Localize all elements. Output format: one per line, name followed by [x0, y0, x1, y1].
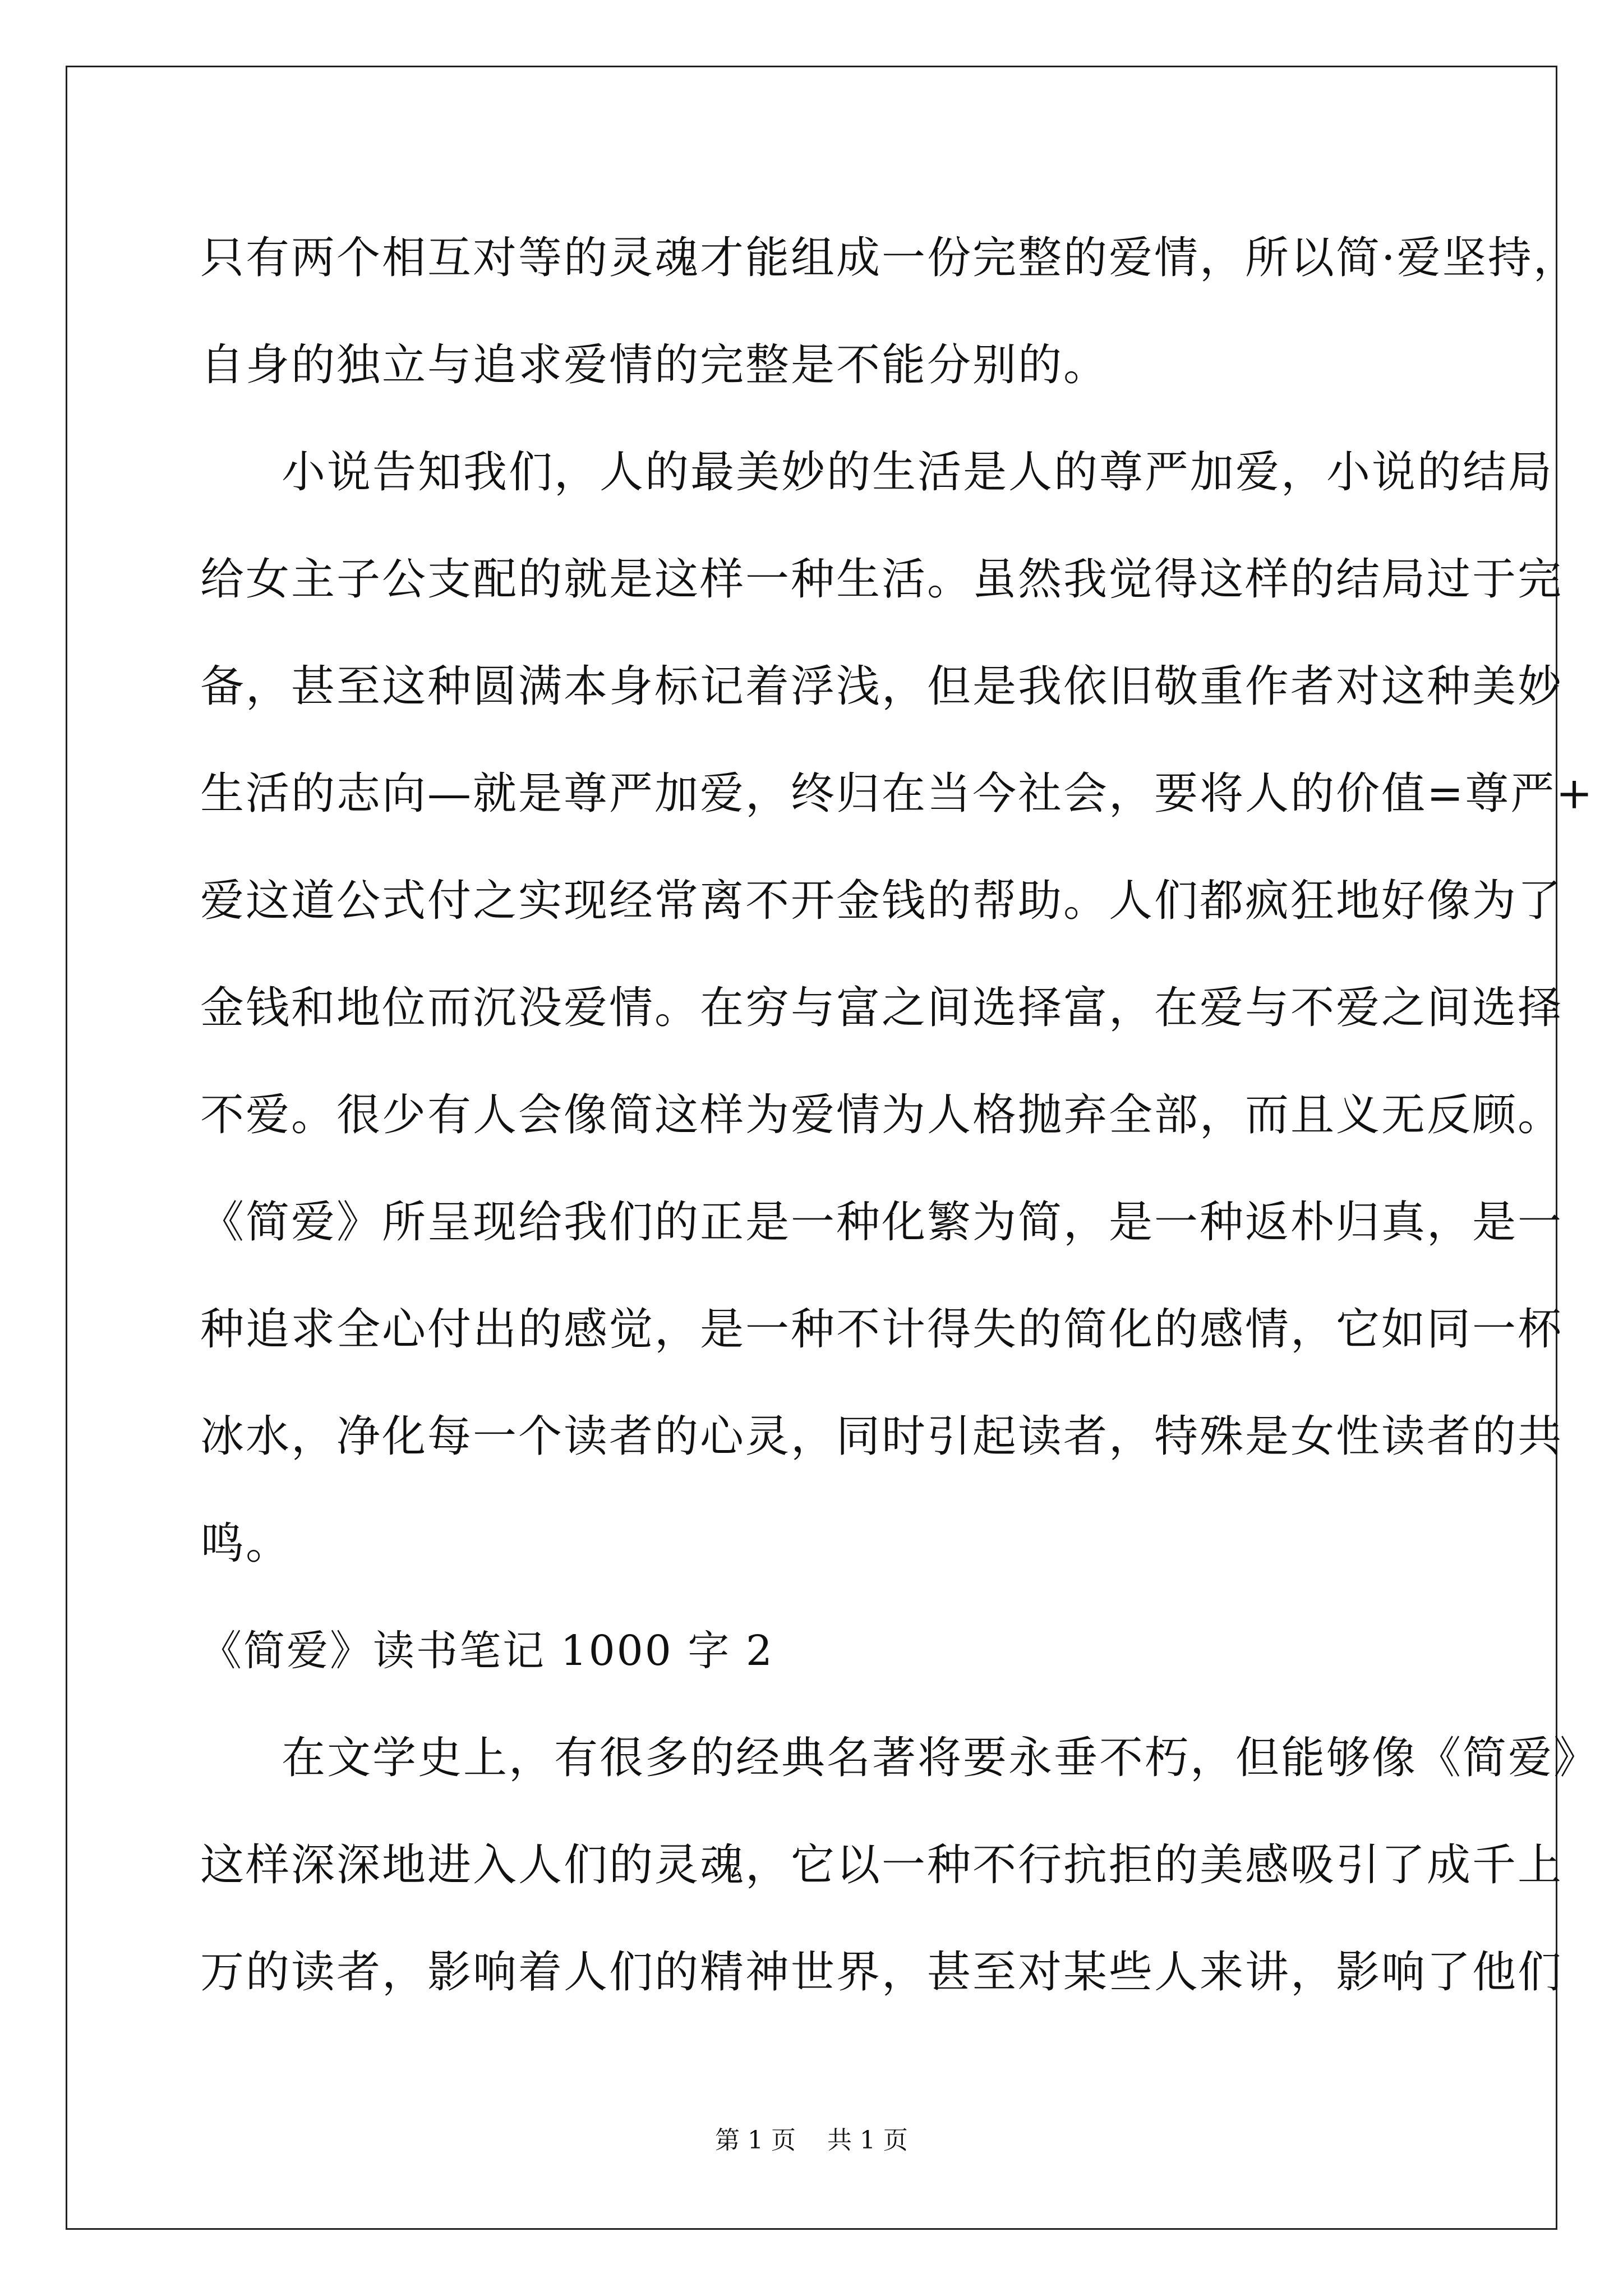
paragraph-line: 不爱。很少有人会像简这样为爱情为人格抛弃全部，而且义无反顾。 [200, 1090, 1564, 1140]
paragraph-line: 爱这道公式付之实现经常离不开金钱的帮助。人们都疯狂地好像为了 [200, 876, 1564, 926]
paragraph-line: 只有两个相互对等的灵魂才能组成一份完整的爱情，所以简·爱坚持， [200, 233, 1579, 283]
paragraph-line: 冰水，净化每一个读者的心灵，同时引起读者，特殊是女性读者的共 [200, 1411, 1564, 1462]
paragraph-line: 给女主子公支配的就是这样一种生活。虽然我觉得这样的结局过于完 [200, 554, 1564, 605]
section-heading: 《简爱》读书笔记 1000 字 2 [200, 1627, 774, 1675]
paragraph-line: 这样深深地进入人们的灵魂，它以一种不行抗拒的美感吸引了成千上 [200, 1840, 1564, 1890]
paragraph-line: 小说告知我们，人的最美妙的生活是人的尊严加爱，小说的结局 [282, 447, 1554, 498]
paragraph-line: 万的读者，影响着人们的精神世界，甚至对某些人来讲，影响了他们 [200, 1947, 1564, 1998]
paragraph-line: 备，甚至这种圆满本身标记着浮浅，但是我依旧敬重作者对这种美妙 [200, 661, 1564, 712]
paragraph-line: 自身的独立与追求爱情的完整是不能分别的。 [200, 340, 1109, 390]
paragraph-line: 金钱和地位而沉没爱情。在穷与富之间选择富，在爱与不爱之间选择 [200, 983, 1564, 1033]
paragraph-line: 鸣。 [200, 1519, 292, 1569]
paragraph-line: 《简爱》所呈现给我们的正是一种化繁为简，是一种返朴归真，是一 [200, 1197, 1564, 1248]
document-body [200, 205, 1599, 2026]
paragraph-line: 在文学史上，有很多的经典名著将要永垂不朽，但能够像《简爱》 [282, 1733, 1599, 1783]
paragraph-line: 生活的志向—就是尊严加爱，终归在当今社会，要将人的价值=尊严+ [200, 769, 1594, 819]
page-footer: 第 1 页 共 1 页 [715, 2126, 908, 2155]
paragraph-line: 种追求全心付出的感觉，是一种不计得失的简化的感情，它如同一杯 [200, 1304, 1564, 1355]
